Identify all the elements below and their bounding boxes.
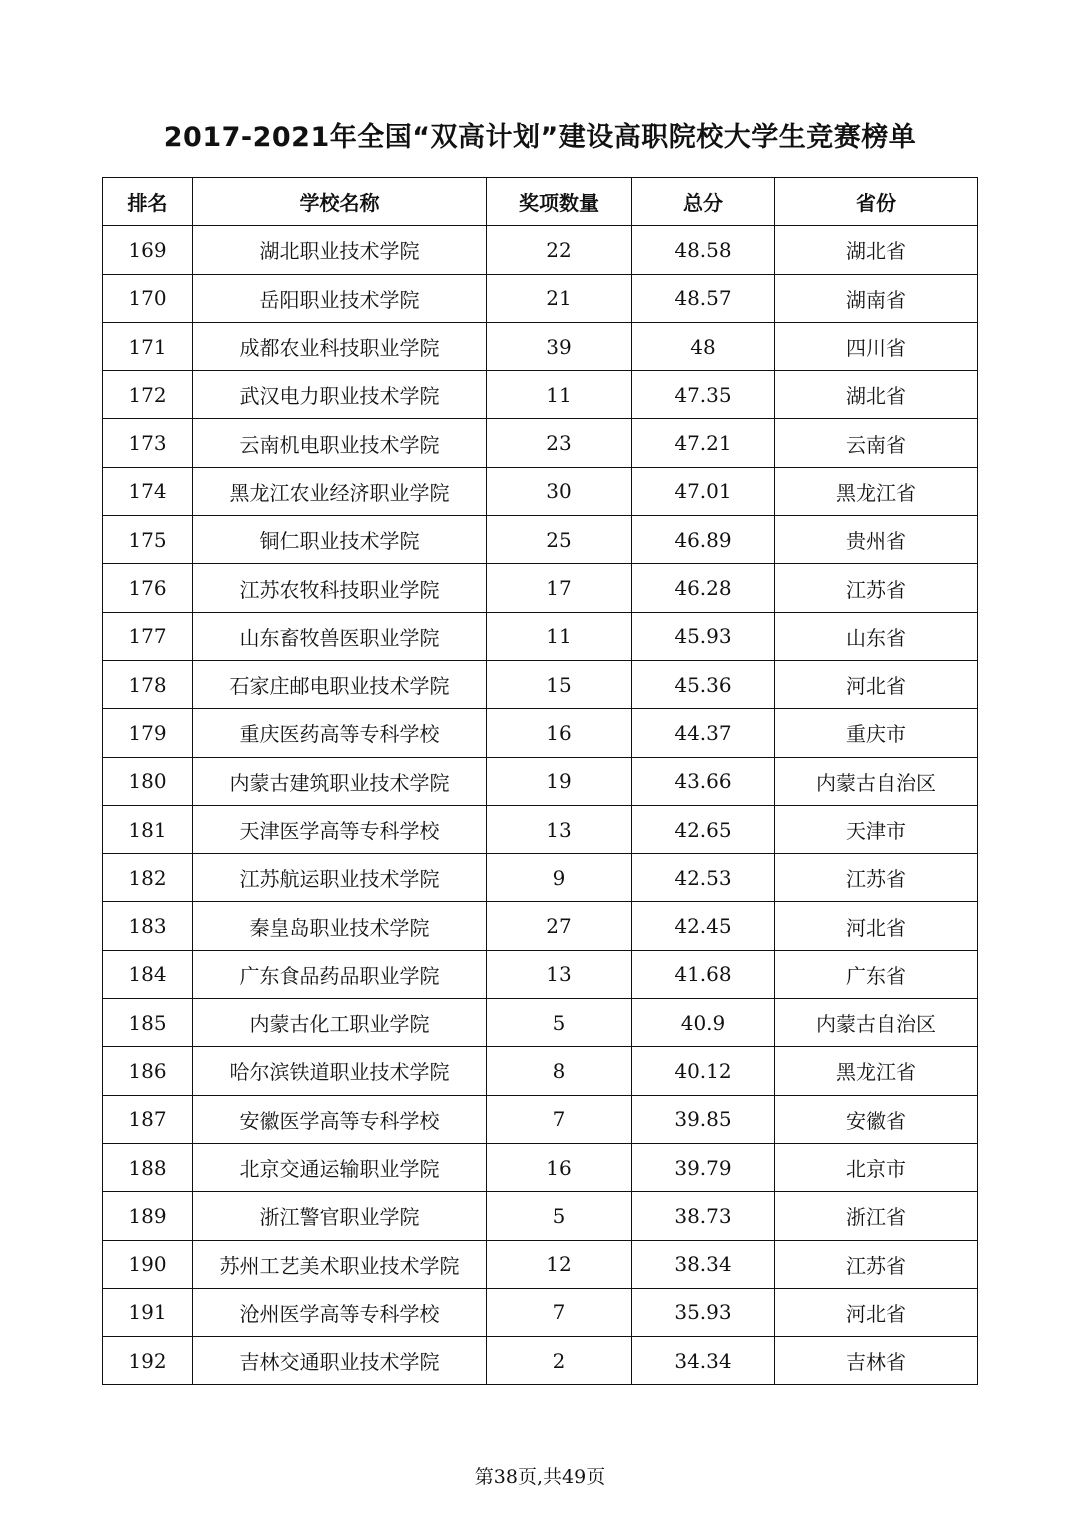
cell-province: 贵州省: [775, 516, 978, 564]
cell-province: 云南省: [775, 419, 978, 467]
table-row: [103, 612, 978, 660]
cell-province: 黑龙江省: [775, 1047, 978, 1095]
cell-province: 江苏省: [775, 1240, 978, 1288]
cell-province: 江苏省: [775, 854, 978, 902]
table-row: [103, 854, 978, 902]
cell-school-name: 成都农业科技职业学院: [193, 322, 487, 370]
cell-rank: 172: [103, 371, 193, 419]
cell-rank: 185: [103, 999, 193, 1047]
table-row: [103, 274, 978, 322]
cell-rank: 170: [103, 274, 193, 322]
table-row: [103, 1192, 978, 1240]
cell-province: 河北省: [775, 660, 978, 708]
cell-rank: 171: [103, 322, 193, 370]
cell-province: 天津市: [775, 805, 978, 853]
cell-rank: 175: [103, 516, 193, 564]
cell-rank: 181: [103, 805, 193, 853]
table-row: [103, 1240, 978, 1288]
cell-award-count: 16: [487, 1143, 632, 1191]
cell-province: 广东省: [775, 950, 978, 998]
cell-award-count: 12: [487, 1240, 632, 1288]
cell-province: 内蒙古自治区: [775, 757, 978, 805]
cell-province: 湖南省: [775, 274, 978, 322]
cell-province: 湖北省: [775, 226, 978, 274]
table-row: [103, 226, 978, 274]
table-row: [103, 564, 978, 612]
cell-rank: 173: [103, 419, 193, 467]
cell-rank: 187: [103, 1095, 193, 1143]
cell-school-name: 吉林交通职业技术学院: [193, 1337, 487, 1385]
cell-school-name: 湖北职业技术学院: [193, 226, 487, 274]
cell-award-count: 15: [487, 660, 632, 708]
cell-total-score: 42.45: [632, 902, 775, 950]
cell-total-score: 41.68: [632, 950, 775, 998]
cell-rank: 192: [103, 1337, 193, 1385]
cell-school-name: 安徽医学高等专科学校: [193, 1095, 487, 1143]
page-title: 2017-2021年全国“双高计划”建设高职院校大学生竞赛榜单: [163, 122, 917, 153]
cell-total-score: 42.53: [632, 854, 775, 902]
cell-total-score: 48: [632, 322, 775, 370]
cell-rank: 188: [103, 1143, 193, 1191]
cell-school-name: 苏州工艺美术职业技术学院: [193, 1240, 487, 1288]
ranking-table: [102, 177, 978, 1385]
cell-province: 四川省: [775, 322, 978, 370]
cell-award-count: 7: [487, 1095, 632, 1143]
cell-school-name: 岳阳职业技术学院: [193, 274, 487, 322]
header-province: 省份: [775, 178, 978, 226]
cell-province: 河北省: [775, 902, 978, 950]
table-header-row: [103, 178, 978, 226]
cell-award-count: 2: [487, 1337, 632, 1385]
cell-province: 湖北省: [775, 371, 978, 419]
cell-school-name: 广东食品药品职业学院: [193, 950, 487, 998]
cell-total-score: 38.34: [632, 1240, 775, 1288]
cell-total-score: 46.89: [632, 516, 775, 564]
cell-school-name: 重庆医药高等专科学校: [193, 709, 487, 757]
cell-total-score: 39.85: [632, 1095, 775, 1143]
cell-total-score: 47.01: [632, 467, 775, 515]
table-row: [103, 757, 978, 805]
cell-rank: 182: [103, 854, 193, 902]
cell-award-count: 13: [487, 950, 632, 998]
cell-school-name: 山东畜牧兽医职业学院: [193, 612, 487, 660]
cell-total-score: 39.79: [632, 1143, 775, 1191]
cell-award-count: 7: [487, 1288, 632, 1336]
cell-award-count: 30: [487, 467, 632, 515]
cell-total-score: 47.35: [632, 371, 775, 419]
table-row: [103, 516, 978, 564]
cell-school-name: 北京交通运输职业学院: [193, 1143, 487, 1191]
cell-province: 江苏省: [775, 564, 978, 612]
cell-province: 重庆市: [775, 709, 978, 757]
table-row: [103, 1337, 978, 1385]
cell-award-count: 9: [487, 854, 632, 902]
cell-award-count: 21: [487, 274, 632, 322]
cell-total-score: 48.58: [632, 226, 775, 274]
page-footer: 第38页,共49页: [474, 1466, 606, 1488]
cell-rank: 191: [103, 1288, 193, 1336]
table-row: [103, 709, 978, 757]
cell-award-count: 11: [487, 612, 632, 660]
cell-school-name: 武汉电力职业技术学院: [193, 371, 487, 419]
cell-award-count: 5: [487, 999, 632, 1047]
table-row: [103, 371, 978, 419]
cell-province: 安徽省: [775, 1095, 978, 1143]
cell-award-count: 11: [487, 371, 632, 419]
cell-total-score: 43.66: [632, 757, 775, 805]
cell-school-name: 黑龙江农业经济职业学院: [193, 467, 487, 515]
cell-province: 吉林省: [775, 1337, 978, 1385]
cell-rank: 180: [103, 757, 193, 805]
cell-total-score: 38.73: [632, 1192, 775, 1240]
table-row: [103, 1143, 978, 1191]
cell-school-name: 内蒙古化工职业学院: [193, 999, 487, 1047]
cell-school-name: 铜仁职业技术学院: [193, 516, 487, 564]
cell-award-count: 19: [487, 757, 632, 805]
cell-total-score: 40.9: [632, 999, 775, 1047]
cell-school-name: 江苏农牧科技职业学院: [193, 564, 487, 612]
cell-rank: 169: [103, 226, 193, 274]
cell-rank: 189: [103, 1192, 193, 1240]
table-row: [103, 467, 978, 515]
table-row: [103, 1095, 978, 1143]
cell-total-score: 45.93: [632, 612, 775, 660]
cell-school-name: 秦皇岛职业技术学院: [193, 902, 487, 950]
cell-award-count: 25: [487, 516, 632, 564]
cell-school-name: 天津医学高等专科学校: [193, 805, 487, 853]
cell-total-score: 40.12: [632, 1047, 775, 1095]
header-awards: 奖项数量: [487, 178, 632, 226]
cell-province: 山东省: [775, 612, 978, 660]
cell-province: 内蒙古自治区: [775, 999, 978, 1047]
cell-total-score: 42.65: [632, 805, 775, 853]
cell-award-count: 39: [487, 322, 632, 370]
header-school: 学校名称: [193, 178, 487, 226]
cell-total-score: 44.37: [632, 709, 775, 757]
cell-award-count: 13: [487, 805, 632, 853]
cell-school-name: 沧州医学高等专科学校: [193, 1288, 487, 1336]
cell-rank: 183: [103, 902, 193, 950]
cell-rank: 179: [103, 709, 193, 757]
cell-province: 浙江省: [775, 1192, 978, 1240]
header-score: 总分: [632, 178, 775, 226]
cell-school-name: 浙江警官职业学院: [193, 1192, 487, 1240]
cell-award-count: 27: [487, 902, 632, 950]
cell-award-count: 8: [487, 1047, 632, 1095]
cell-total-score: 34.34: [632, 1337, 775, 1385]
table-row: [103, 902, 978, 950]
cell-total-score: 45.36: [632, 660, 775, 708]
cell-rank: 178: [103, 660, 193, 708]
cell-award-count: 16: [487, 709, 632, 757]
cell-rank: 174: [103, 467, 193, 515]
cell-rank: 184: [103, 950, 193, 998]
cell-award-count: 5: [487, 1192, 632, 1240]
cell-province: 北京市: [775, 1143, 978, 1191]
cell-province: 河北省: [775, 1288, 978, 1336]
table-row: [103, 419, 978, 467]
cell-school-name: 哈尔滨铁道职业技术学院: [193, 1047, 487, 1095]
header-rank: 排名: [103, 178, 193, 226]
cell-total-score: 35.93: [632, 1288, 775, 1336]
table-row: [103, 805, 978, 853]
cell-school-name: 石家庄邮电职业技术学院: [193, 660, 487, 708]
cell-award-count: 23: [487, 419, 632, 467]
cell-school-name: 内蒙古建筑职业技术学院: [193, 757, 487, 805]
cell-rank: 186: [103, 1047, 193, 1095]
cell-rank: 177: [103, 612, 193, 660]
cell-school-name: 江苏航运职业技术学院: [193, 854, 487, 902]
table-row: [103, 1047, 978, 1095]
cell-award-count: 17: [487, 564, 632, 612]
table-row: [103, 1288, 978, 1336]
cell-rank: 190: [103, 1240, 193, 1288]
cell-rank: 176: [103, 564, 193, 612]
cell-total-score: 48.57: [632, 274, 775, 322]
table-body: [103, 226, 978, 1385]
table-row: [103, 950, 978, 998]
cell-total-score: 46.28: [632, 564, 775, 612]
cell-total-score: 47.21: [632, 419, 775, 467]
table-row: [103, 322, 978, 370]
cell-province: 黑龙江省: [775, 467, 978, 515]
table-row: [103, 999, 978, 1047]
cell-school-name: 云南机电职业技术学院: [193, 419, 487, 467]
table-row: [103, 660, 978, 708]
cell-award-count: 22: [487, 226, 632, 274]
